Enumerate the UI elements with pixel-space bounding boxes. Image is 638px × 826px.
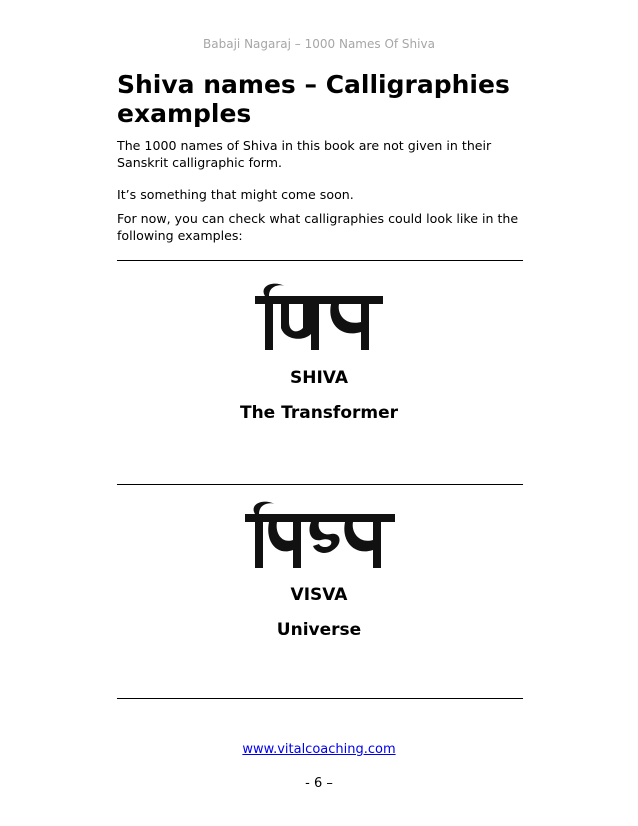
va-body (330, 304, 369, 350)
meaning-visva: Universe (276, 620, 362, 640)
sha-stem (311, 302, 319, 350)
shiva-calligraphy-image (255, 282, 383, 354)
page-title: Shiva names – Calligraphies examples (117, 70, 510, 128)
meaning-shiva: The Transformer (239, 403, 399, 423)
divider-line (117, 260, 523, 261)
page-number: - 6 – (305, 776, 333, 791)
divider-line (117, 484, 523, 485)
headline-bar (245, 514, 395, 522)
va-body (344, 522, 381, 568)
matra-stem (255, 520, 263, 568)
soon-paragraph: It’s something that might come soon. (117, 187, 354, 202)
matra-hook (254, 502, 275, 514)
running-header: Babaji Nagaraj – 1000 Names Of Shiva (203, 37, 435, 51)
transliteration-shiva: SHIVA (290, 368, 348, 388)
examples-paragraph: For now, you can check what calligraphies could look like in the following examples: (117, 211, 519, 243)
transliteration-visva: VISVA (290, 585, 348, 605)
va-body (268, 522, 301, 568)
divider-line (117, 698, 523, 699)
sha-body (281, 304, 311, 339)
matra-stem (265, 302, 273, 350)
shva-conjunct (309, 522, 339, 553)
intro-paragraph: The 1000 names of Shiva in this book are not given in their Sanskrit calligraphic form. (117, 138, 492, 170)
footer-link-container (0, 742, 638, 757)
matra-hook (264, 284, 285, 296)
website-link[interactable]: www.vitalcoaching.com (242, 742, 396, 757)
visva-calligraphy-image (245, 500, 395, 572)
